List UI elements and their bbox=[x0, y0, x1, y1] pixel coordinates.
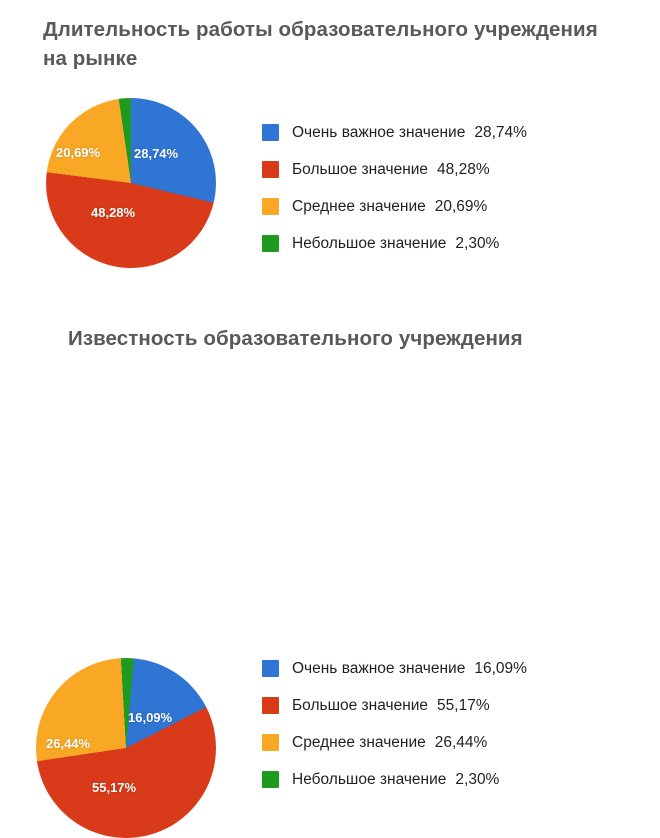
legend-label-text: Среднее значение bbox=[292, 733, 426, 751]
legend-label bbox=[292, 771, 499, 789]
legend-value: 16,09% bbox=[474, 659, 527, 677]
legend-item bbox=[262, 225, 527, 262]
pie-slice-label-medium: 26,44% bbox=[46, 736, 91, 751]
legend-label bbox=[292, 660, 527, 678]
pie-chart-awareness bbox=[36, 658, 216, 838]
pie-slice-label-large: 48,28% bbox=[91, 205, 136, 220]
chart-block-awareness bbox=[0, 290, 660, 795]
legend-item bbox=[262, 114, 527, 151]
legend-label-text: Очень важное значение bbox=[292, 659, 466, 677]
pie-chart-duration bbox=[46, 98, 216, 268]
legend-item bbox=[262, 761, 527, 798]
legend-value: 2,30% bbox=[455, 770, 500, 788]
legend-label bbox=[292, 235, 499, 253]
legend-item bbox=[262, 650, 527, 687]
chart-legend-awareness bbox=[262, 650, 527, 798]
legend-value: 26,44% bbox=[434, 733, 488, 751]
legend-item bbox=[262, 151, 527, 188]
chart-legend-duration bbox=[262, 114, 527, 262]
legend-label bbox=[292, 734, 487, 752]
pie-slices bbox=[36, 658, 216, 838]
legend-label bbox=[292, 198, 487, 216]
legend-value: 55,17% bbox=[437, 696, 490, 714]
legend-swatch-icon bbox=[262, 235, 279, 252]
chart-title: Длительность работы образовательного учреждения на рынке bbox=[43, 18, 598, 71]
legend-swatch-icon bbox=[262, 734, 279, 751]
legend-value: 48,28% bbox=[437, 160, 490, 178]
legend-label-text: Очень важное значение bbox=[292, 123, 466, 141]
chart-title: Известность образовательного учреждения bbox=[68, 327, 523, 350]
legend-label bbox=[292, 124, 527, 142]
legend-swatch-icon bbox=[262, 161, 279, 178]
pie-slices bbox=[46, 98, 216, 268]
legend-value: 20,69% bbox=[434, 197, 488, 215]
legend-swatch-icon bbox=[262, 771, 279, 788]
pie-slice-label-very-important: 16,09% bbox=[128, 710, 173, 725]
legend-label-text: Большое значение bbox=[292, 696, 429, 714]
legend-item bbox=[262, 687, 527, 724]
legend-label-text: Большое значение bbox=[292, 160, 429, 178]
legend-value: 2,30% bbox=[455, 234, 500, 252]
pie-slice-label-very-important: 28,74% bbox=[134, 146, 179, 161]
pie-slice-label-large: 55,17% bbox=[92, 780, 137, 795]
legend-label-text: Небольшое значение bbox=[292, 234, 447, 252]
legend-label bbox=[292, 697, 490, 715]
legend-label-text: Небольшое значение bbox=[292, 770, 447, 788]
legend-swatch-icon bbox=[262, 198, 279, 215]
legend-item bbox=[262, 724, 527, 761]
legend-label-text: Среднее значение bbox=[292, 197, 426, 215]
legend-swatch-icon bbox=[262, 124, 279, 141]
chart-block-duration bbox=[0, 0, 660, 290]
legend-item bbox=[262, 188, 527, 225]
legend-label bbox=[292, 161, 490, 179]
pie-slice-label-medium: 20,69% bbox=[56, 145, 101, 160]
legend-swatch-icon bbox=[262, 660, 279, 677]
legend-value: 28,74% bbox=[474, 123, 527, 141]
legend-swatch-icon bbox=[262, 697, 279, 714]
